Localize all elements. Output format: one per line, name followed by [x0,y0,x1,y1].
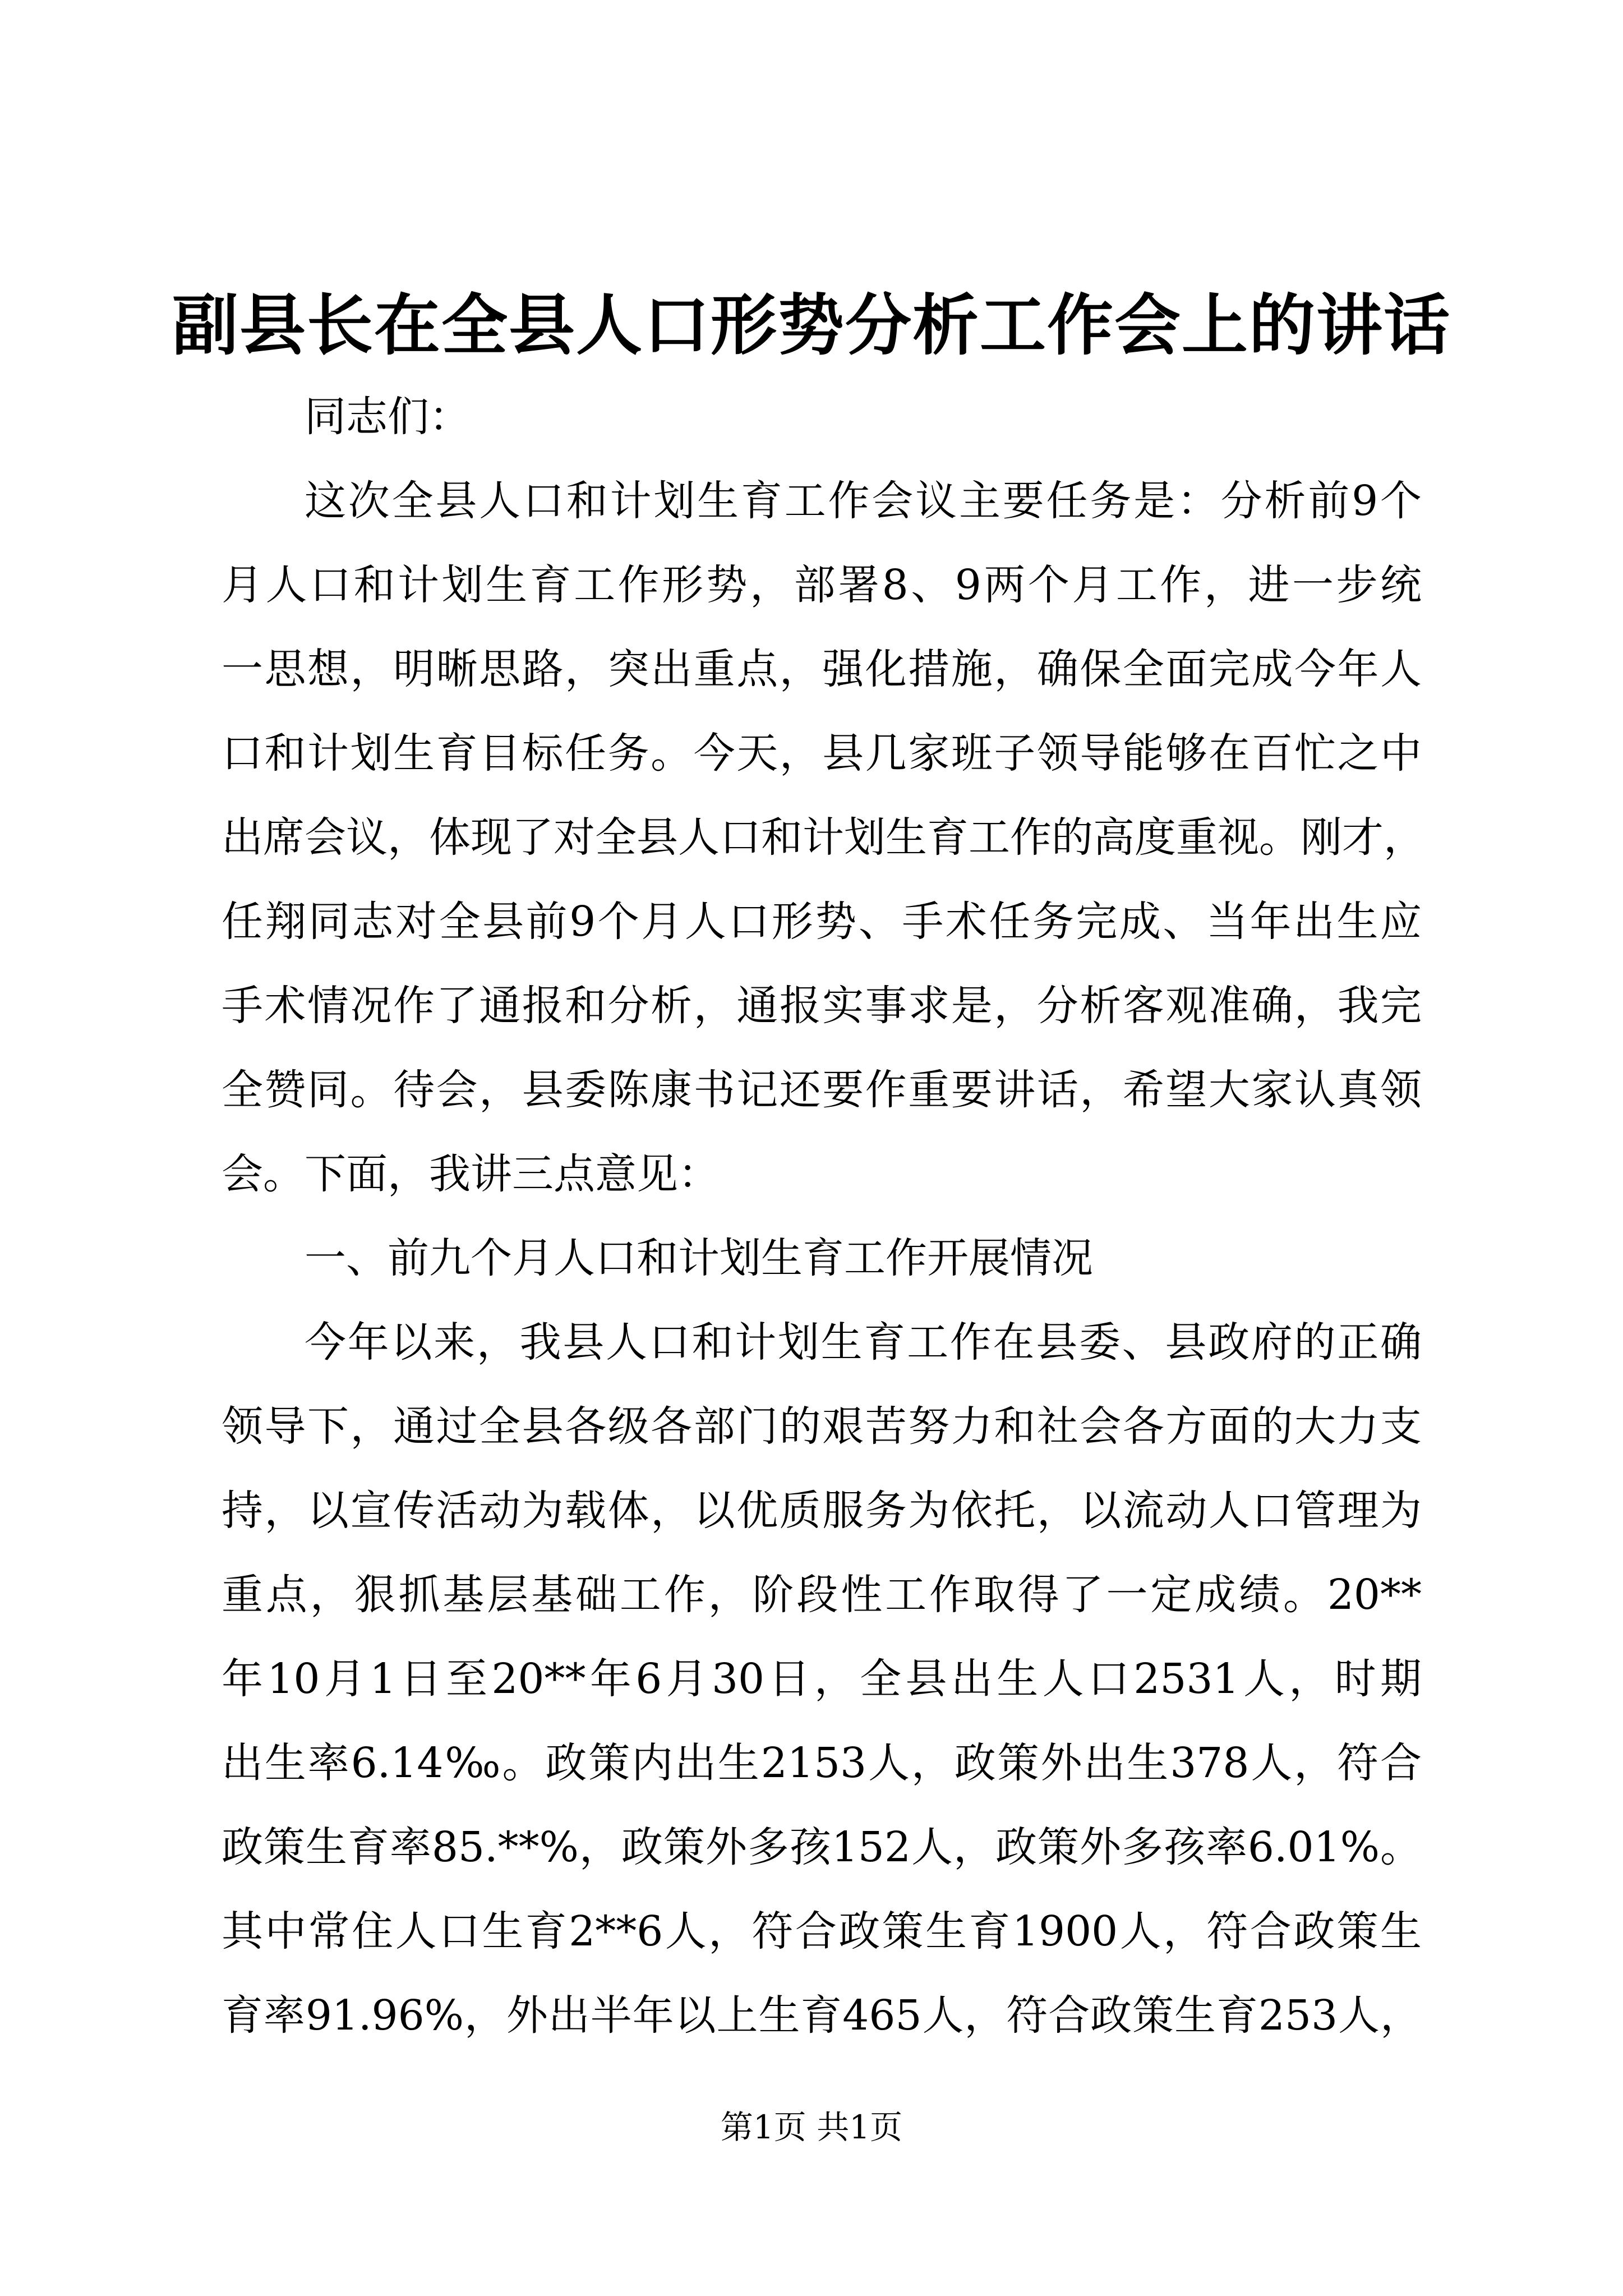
text-line: 年10月1日至20**年6月30日，全县出生人口2531人，时期 [222,1655,1422,1703]
text-line: 持，以宣传活动为载体，以优质服务为依托，以流动人口管理为 [222,1487,1422,1535]
text-line: 口和计划生育目标任务。今天，县几家班子领导能够在百忙之中 [222,729,1422,777]
text-line: 手术情况作了通报和分析，通报实事求是，分析客观准确，我完 [222,982,1422,1030]
text-line: 这次全县人口和计划生育工作会议主要任务是：分析前9个 [305,477,1422,525]
text-line: 重点，狠抓基层基础工作，阶段性工作取得了一定成绩。20** [222,1571,1422,1619]
document-body [222,375,1425,2058]
page-footer: 第1页 共1页 [720,2108,903,2146]
text-line: 一、前九个月人口和计划生育工作开展情况 [305,1234,1093,1282]
text-line: 一思想，明晰思路，突出重点，强化措施，确保全面完成今年人 [222,645,1422,693]
text-line: 育率91.96%，外出半年以上生育465人，符合政策生育253人， [222,1991,1422,2040]
document-title: 副县长在全县人口形势分析工作会上的讲话 [172,286,1451,364]
text-line: 月人口和计划生育工作形势，部署8、9两个月工作，进一步统 [222,561,1422,609]
text-line: 同志们： [305,393,471,441]
text-line: 出席会议，体现了对全县人口和计划生育工作的高度重视。刚才， [222,813,1425,862]
text-line: 领导下，通过全县各级各部门的艰苦努力和社会各方面的大力支 [222,1402,1422,1451]
text-line: 政策生育率85.**%，政策外多孩152人，政策外多孩率6.01%。 [222,1823,1422,1871]
text-line: 会。下面，我讲三点意见： [222,1150,720,1198]
text-line: 出生率6.14‰。政策内出生2153人，政策外出生378人，符合 [222,1739,1422,1787]
text-line: 全赞同。待会，县委陈康书记还要作重要讲话，希望大家认真领 [222,1066,1422,1114]
text-line: 今年以来，我县人口和计划生育工作在县委、县政府的正确 [305,1318,1422,1366]
text-line: 其中常住人口生育2**6人，符合政策生育1900人，符合政策生 [222,1907,1422,1955]
text-line: 任翔同志对全县前9个月人口形势、手术任务完成、当年出生应 [222,898,1422,946]
